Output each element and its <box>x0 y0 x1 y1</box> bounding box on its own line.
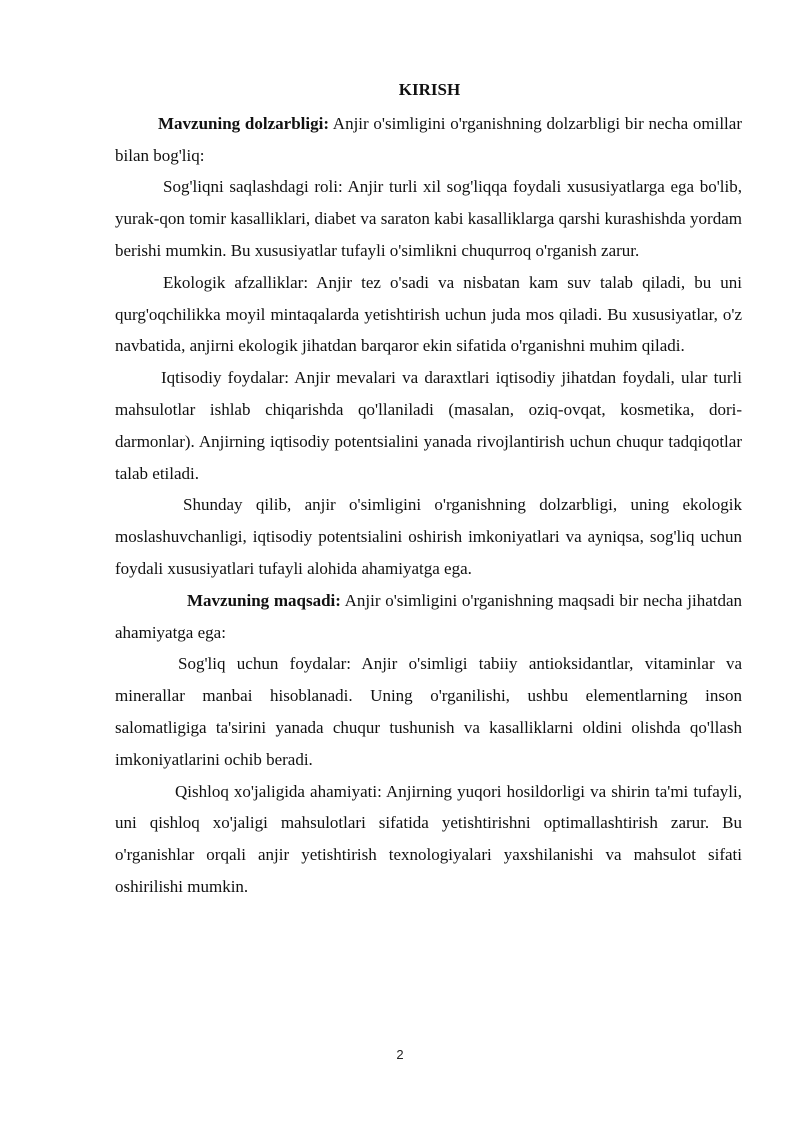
page-title: KIRISH <box>398 80 461 99</box>
paragraph-relevance <box>115 108 742 172</box>
paragraph-economic: Iqtisodiy foydalar: Anjir mevalari va daraxtlari iqtisodiy jihatdan foydali, ular turli mahsulotlar ishlab chiqarishda qo'llaniladi (masalan, oziq-ovqat, kosmetika, dori-darmonlar). Anjirning iqtisodiy potentsialini yanada rivojlantirish uchun chuqur tadqiqotlar talab etiladi. <box>115 368 742 483</box>
page-body <box>115 74 742 903</box>
paragraph-agriculture: Qishloq xo'jaligida ahamiyati: Anjirning yuqori hosildorligi va shirin ta'mi tufayli, uni qishloq xo'jaligi mahsulotlari sifatida yetishtirishni optimallashtirish zarur. Bu o'rganishlar orqali anjir yetishtirish texnologiyalari yaxshilanishi va mahsulot sifati oshirilishi mumkin. <box>115 781 742 896</box>
goal-heading: Mavzuning maqsadi: <box>187 590 341 610</box>
paragraph-goal <box>115 585 742 649</box>
relevance-heading: Mavzuning dolzarbligi: <box>158 113 329 133</box>
paragraph-ecological: Ekologik afzalliklar: Anjir tez o'sadi va nisbatan kam suv talab qiladi, bu uni qurg'oqchilikka moyil mintaqalarda yetishtirish uchun juda mos qiladi. Bu xususiyatlar, o'z navbatida, anjirni ekologik jihatdan barqaror ekin sifatida o'rganishni muhim qiladi. <box>115 272 742 356</box>
paragraph-summary: Shunday qilib, anjir o'simligini o'rganishning dolzarbligi, uning ekologik moslashuvchanligi, iqtisodiy potentsialini oshirish imkoniyatlari va ayniqsa, sog'liq uchun foydali xususiyatlari tufayli alohida ahamiyatga ega. <box>115 495 742 578</box>
goal-text: Anjir o'simligini o'rganishning maqsadi bir necha jihatdan ahamiyatga ega: <box>115 590 743 642</box>
page-number: 2 <box>396 1047 404 1062</box>
paragraph-health-role: Sog'liqni saqlashdagi roli: Anjir turli xil sog'liqqa foydali xususiyatlarga ega bo'lib, yurak-qon tomir kasalliklari, diabet va saraton kabi kasalliklarga qarshi kurashishda yordam berishi mumkin. Bu xususiyatlar tufayli o'simlikni chuqurroq o'rganish zarur. <box>115 177 742 260</box>
relevance-text: Anjir o'simligini o'rganishning dolzarbligi bir necha omillar bilan bog'liq: <box>115 113 742 165</box>
paragraph-health-benefits: Sog'liq uchun foydalar: Anjir o'simligi tabiiy antioksidantlar, vitaminlar va minerallar manbai hisoblanadi. Uning o'rganilishi, ushbu elementlarning inson salomatligiga ta'sirini yanada chuqur tushunish va kasalliklarni oldini olishda qo'llash imkoniyatlarini ochib beradi. <box>115 654 742 769</box>
